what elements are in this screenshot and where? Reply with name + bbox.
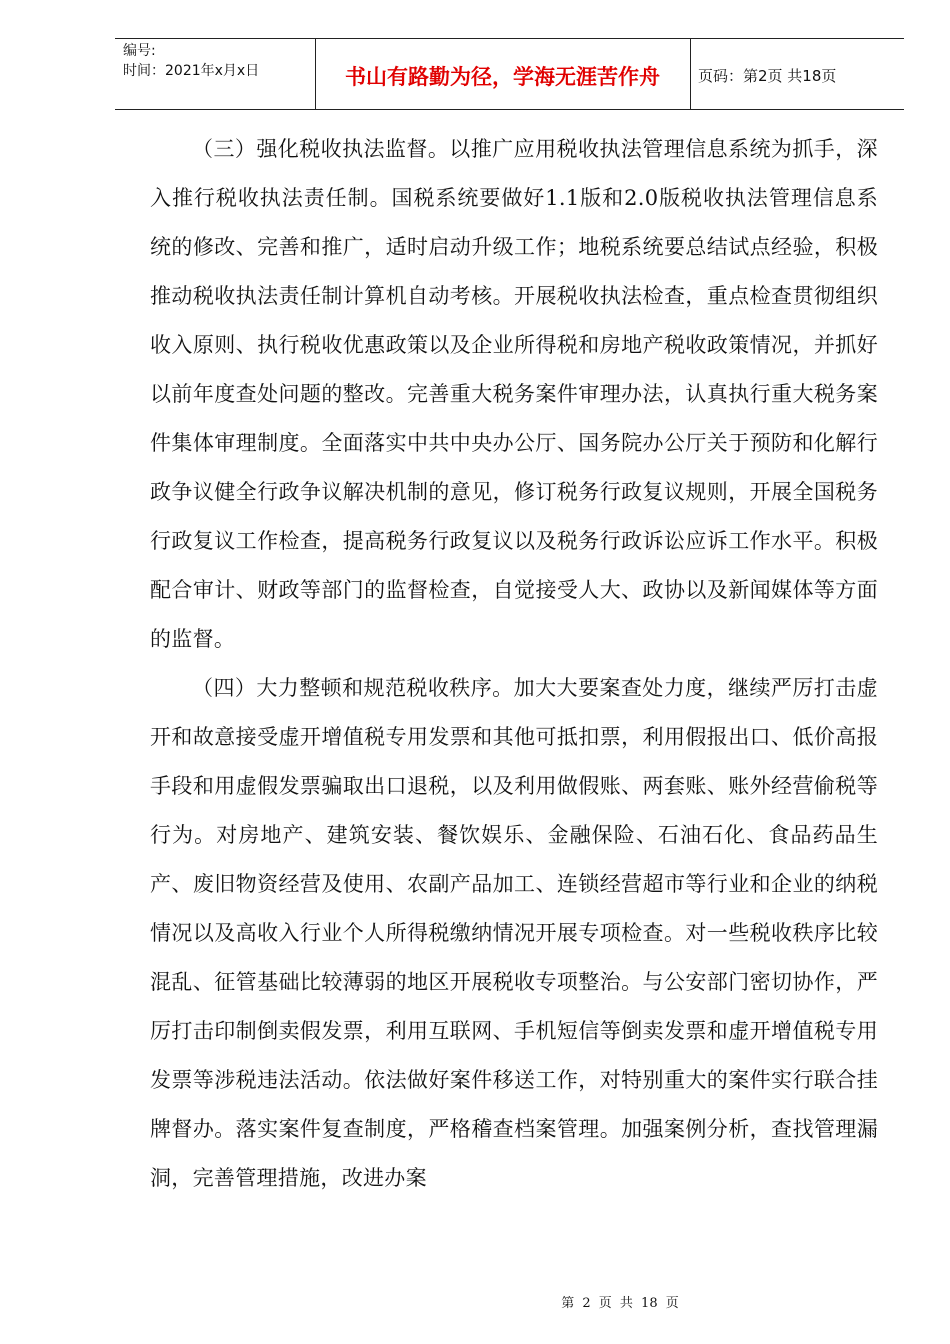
page-footer: 第 2 页 共 18 页: [561, 1296, 679, 1311]
time-label: 时间：2021年x月x日: [123, 63, 260, 79]
motto-text: 书山有路勤为径，学海无涯苦作舟: [345, 65, 660, 89]
document-body: [150, 125, 878, 1203]
paragraph: （三）强化税收执法监督。以推广应用税收执法管理信息系统为抓手，深入推行税收执法责任制。国税系统要做好1.1版和2.0版税收执法管理信息系统的修改、完善和推广，适时启动升级工作；地税系统要总结试点经验，积极推动税收执法责任制计算机自动考核。开展税收执法检查，重点检查贯彻组织收入原则、执行税收优惠政策以及企业所得税和房地产税收政策情况，并抓好以前年度查处问题的整改。完善重大税务案件审理办法，认真执行重大税务案件集体审理制度。全面落实中共中央办公厅、国务院办公厅关于预防和化解行政争议健全行政争议解决机制的意见，修订税务行政复议规则，开展全国税务行政复议工作检查，提高税务行政复议以及税务行政诉讼应诉工作水平。积极配合审计、财政等部门的监督检查，自觉接受人大、政协以及新闻媒体等方面的监督。: [150, 137, 878, 651]
page-header: [115, 38, 904, 110]
page-info: 页码：第2页 共18页: [698, 67, 837, 85]
header-page-cell: [690, 39, 904, 109]
header-meta-cell: [115, 39, 316, 109]
serial-number-label: 编号:: [123, 43, 156, 59]
header-motto-cell: [315, 39, 691, 109]
paragraph: （四）大力整顿和规范税收秩序。加大大要案查处力度，继续严厉打击虚开和故意接受虚开增值税专用发票和其他可抵扣票，利用假报出口、低价高报手段和用虚假发票骗取出口退税，以及利用做假账、两套账、账外经营偷税等行为。对房地产、建筑安装、餐饮娱乐、金融保险、石油石化、食品药品生产、废旧物资经营及使用、农副产品加工、连锁经营超市等行业和企业的纳税情况以及高收入行业个人所得税缴纳情况开展专项检查。对一些税收秩序比较混乱、征管基础比较薄弱的地区开展税收专项整治。与公安部门密切协作，严厉打击印制倒卖假发票，利用互联网、手机短信等倒卖发票和虚开增值税专用发票等涉税违法活动。依法做好案件移送工作，对特别重大的案件实行联合挂牌督办。落实案件复查制度，严格稽查档案管理。加强案例分析，查找管理漏洞，完善管理措施，改进办案: [150, 676, 878, 1190]
